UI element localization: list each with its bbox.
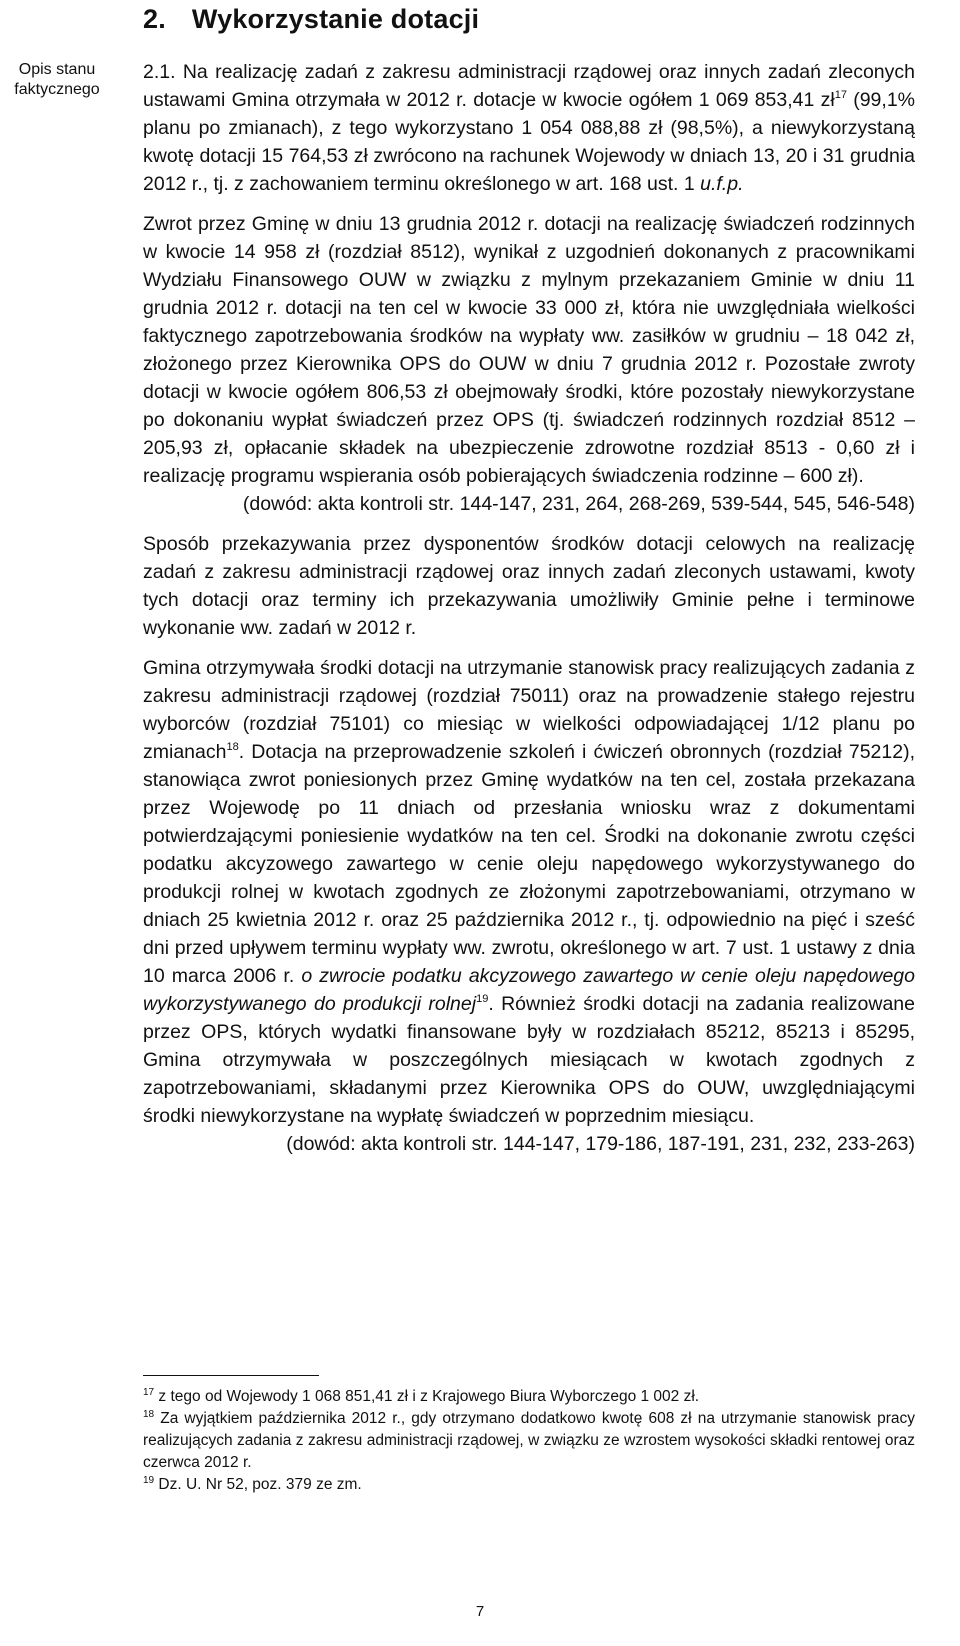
footnote-number: 19 [143, 1475, 155, 1486]
footnote-18 [143, 1408, 915, 1474]
footnotes [143, 1375, 915, 1496]
footnote-text: Dz. U. Nr 52, poz. 379 ze zm. [154, 1476, 362, 1493]
paragraph-4-text-d: . Również środki dotacji na zadania realizowane przez OPS, których wydatki finansowane były w rozdziałach 85212, 85213 i 85295, Gmina otrzymywała w poszczególnych miesiącach w kwotach zgodnych z zapotrzebowaniami, składanymi przez Kierownika OPS do OUW, uwzględniającymi środki niewykorzystane na wypłatę świadczeń w poprzednim miesiącu. [143, 993, 915, 1127]
main-text [143, 58, 915, 1158]
paragraph-3: Sposób przekazywania przez dysponentów środków dotacji celowych na realizację zadań z zakresu administracji rządowej oraz innych zadań zleconych ustawami, kwoty tych dotacji oraz terminy ich przekazywania umożliwiły Gminie pełne i terminowe wykonanie ww. zadań w 2012 r. [143, 533, 915, 639]
section-heading [143, 4, 479, 35]
footnote-text: Za wyjątkiem października 2012 r., gdy otrzymano dodatkowo kwotę 608 zł na utrzymanie stanowisk pracy realizujących zadania z zakresu administracji rządowej, w związku ze wzrostem wysokości składki rentowej oraz czerwca 2012 r. [143, 1410, 915, 1471]
paragraph-1-text-b: (99,1% planu po zmianach), z tego wykorzystano 1 054 088,88 zł (98,5%), a niewykorzystaną kwotę dotacji 15 764,53 zł zwrócono na rachunek Wojewody w dniach 13, 20 i 31 grudnia 2012 r., tj. z zachowaniem terminu określonego w art. 168 ust. 1 [143, 89, 916, 195]
paragraph-1-abbrev: u.f.p. [700, 173, 744, 195]
page-number: 7 [475, 1603, 485, 1620]
paragraph-4-law-title: o zwrocie podatku akcyzowego zawartego w cenie oleju napędowego wykorzystywanego do produkcji rolnej [143, 965, 915, 1015]
evidence-2: (dowód: akta kontroli str. 144-147, 179-186, 187-191, 231, 232, 233-263) [286, 1133, 915, 1155]
evidence-1: (dowód: akta kontroli str. 144-147, 231, 264, 268-269, 539-544, 545, 546-548) [242, 493, 915, 515]
paragraph-4 [143, 654, 915, 1130]
spacer [143, 198, 915, 210]
footnote-number: 18 [143, 1409, 155, 1420]
side-label-line-2: faktycznego [14, 81, 100, 98]
side-label-line-1: Opis stanu [18, 61, 96, 78]
paragraph-2: Zwrot przez Gminę w dniu 13 grudnia 2012 r. dotacji na realizację świadczeń rodzinnych w kwocie 14 958 zł (rozdział 8512), wynikał z uzgodnień dokonanych z pracownikami Wydziału Finansowego OUW w związku z mylnym przekazaniem Gminie w dniu 11 grudnia 2012 r. dotacji na ten cel w kwocie 33 000 zł, która nie uwzględniała wielkości faktycznego zapotrzebowania środków na wypłaty ww. zasiłków w grudniu – 18 042 zł, złożonego przez Kierownika OPS do OUW w dniu 7 grudnia 2012 r. Pozostałe zwroty dotacji w kwocie ogółem 806,53 zł obejmowały środki, które pozostały niewykorzystane po dokonaniu wypłat świadczeń przez OPS (tj. świadczeń rodzinnych rozdział 8512 – 205,93 zł, opłacanie składek na ubezpieczenie zdrowotne rozdział 8513 - 0,60 zł i realizację programu wspierania osób pobierających świadczenia rodzinne – 600 zł). [143, 213, 915, 487]
footnote-separator [143, 1375, 319, 1376]
paragraph-4-text-b: . Dotacja na przeprowadzenie szkoleń i ćwiczeń obronnych (rozdział 75212), stanowiąca zwrot poniesionych przez Gminę wydatków na ten cel, została przekazana przez Wojewodę po 11 dniach od przesłania wniosku wraz z dokumentami potwierdzającymi poniesienie wydatków na ten cel. Środki na dokonanie zwrotu części podatku akcyzowego zawartego w cenie oleju napędowego wykorzystywanego do produkcji rolnej w kwotach zgodnych ze złożonymi zapotrzebowaniami, otrzymano w dniach 25 kwietnia 2012 r. oraz 25 października 2012 r., tj. odpowiednio na pięć i sześć dni przed upływem terminu wypłaty ww. zwrotu, określonego w art. 7 ust. 1 ustawy z dnia 10 marca 2006 r. [143, 741, 915, 987]
footnote-19 [143, 1474, 915, 1496]
paragraph-1 [143, 58, 915, 198]
section-number: 2. [143, 4, 166, 34]
spacer [143, 642, 915, 654]
side-label [4, 60, 110, 100]
footnote-text: z tego od Wojewody 1 068 851,41 zł i z Krajowego Biura Wyborczego 1 002 zł. [154, 1388, 700, 1405]
paragraph-4-text-a: Gmina otrzymywała środki dotacji na utrzymanie stanowisk pracy realizujących zadania z zakresu administracji rządowej (rozdział 75011) oraz na prowadzenie stałego rejestru wyborców (rozdział 75101) co miesiąc w wielkości odpowiadającej 1/12 planu po zmianach [143, 657, 915, 763]
section-title: Wykorzystanie dotacji [191, 4, 480, 34]
paragraph-1-text-a: 2.1. Na realizację zadań z zakresu administracji rządowej oraz innych zadań zleconych ustawami Gmina otrzymała w 2012 r. dotacje w kwocie ogółem 1 069 853,41 zł [143, 61, 915, 111]
footnote-number: 17 [143, 1387, 155, 1398]
spacer [143, 518, 915, 530]
footnote-ref-17[interactable]: 17 [834, 89, 847, 101]
footnote-ref-18[interactable]: 18 [226, 741, 239, 753]
footnote-ref-19[interactable]: 19 [476, 993, 489, 1005]
footnote-17 [143, 1386, 915, 1408]
